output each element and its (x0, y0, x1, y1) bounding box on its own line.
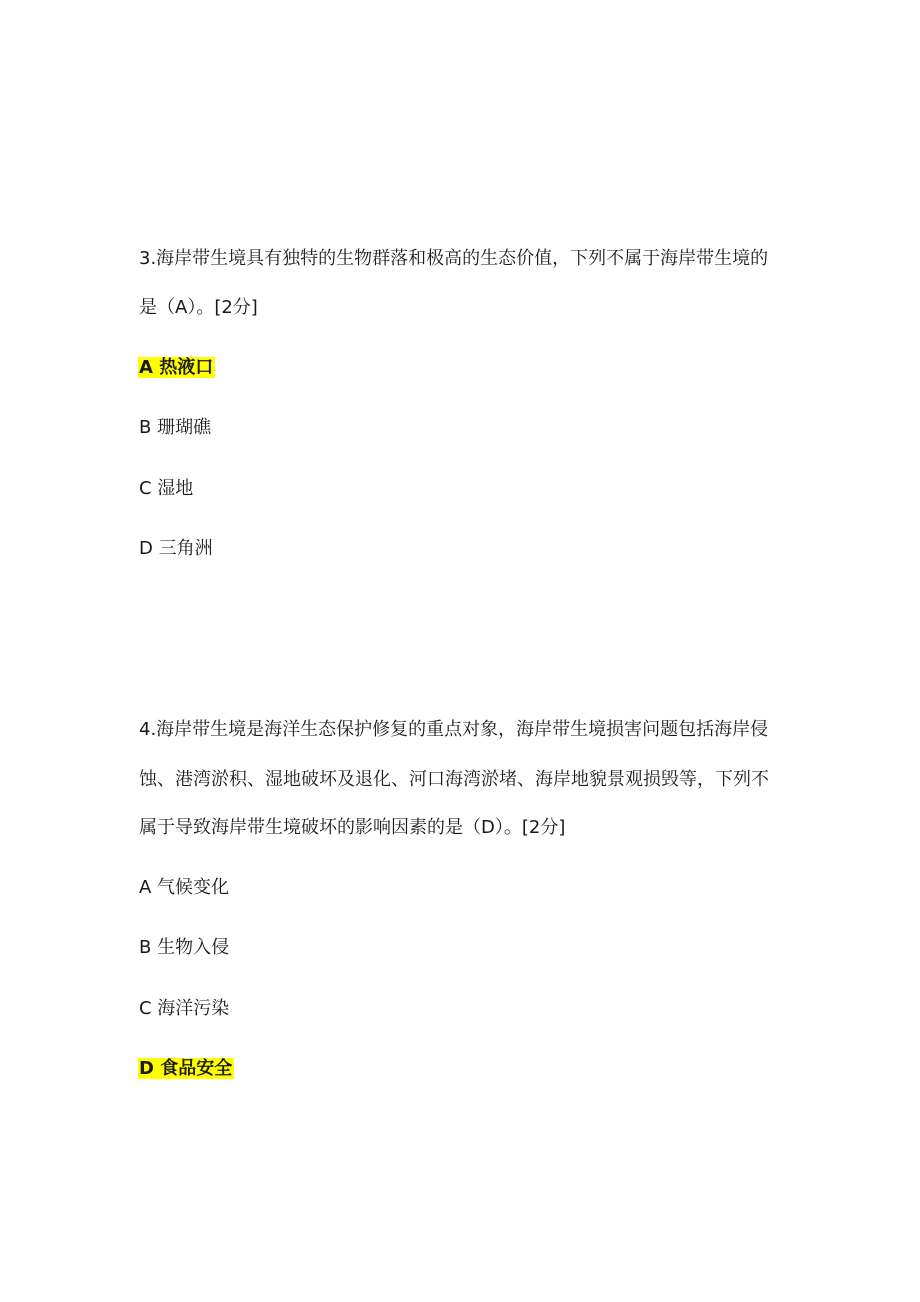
question-3-option-a (139, 355, 215, 381)
question-3-option-d: D 三角洲 (139, 538, 213, 559)
question-4-option-d (139, 1056, 234, 1082)
question-3-line-2: 是（A）。[2分] (139, 297, 258, 318)
question-4-line-2: 蚀、港湾淤积、湿地破坏及退化、河口海湾淤堵、海岸地貌景观损毁等，下列不 (139, 769, 769, 790)
question-3-option-c: C 湿地 (139, 478, 194, 499)
question-3-option-b: B 珊瑚礁 (139, 417, 212, 438)
question-4-line-1: 4.海岸带生境是海洋生态保护修复的重点对象，海岸带生境损害问题包括海岸侵 (139, 719, 769, 740)
question-4-line-3: 属于导致海岸带生境破坏的影响因素的是（D）。[2分] (139, 817, 566, 838)
question-4-option-c: C 海洋污染 (139, 998, 230, 1019)
correct-answer-highlight: A 热液口 (139, 357, 214, 378)
question-3-line-1: 3.海岸带生境具有独特的生物群落和极高的生态价值，下列不属于海岸带生境的 (139, 248, 769, 269)
question-4-option-a: A 气候变化 (139, 877, 230, 898)
question-4-option-b: B 生物入侵 (139, 937, 230, 958)
correct-answer-highlight: D 食品安全 (139, 1058, 233, 1079)
